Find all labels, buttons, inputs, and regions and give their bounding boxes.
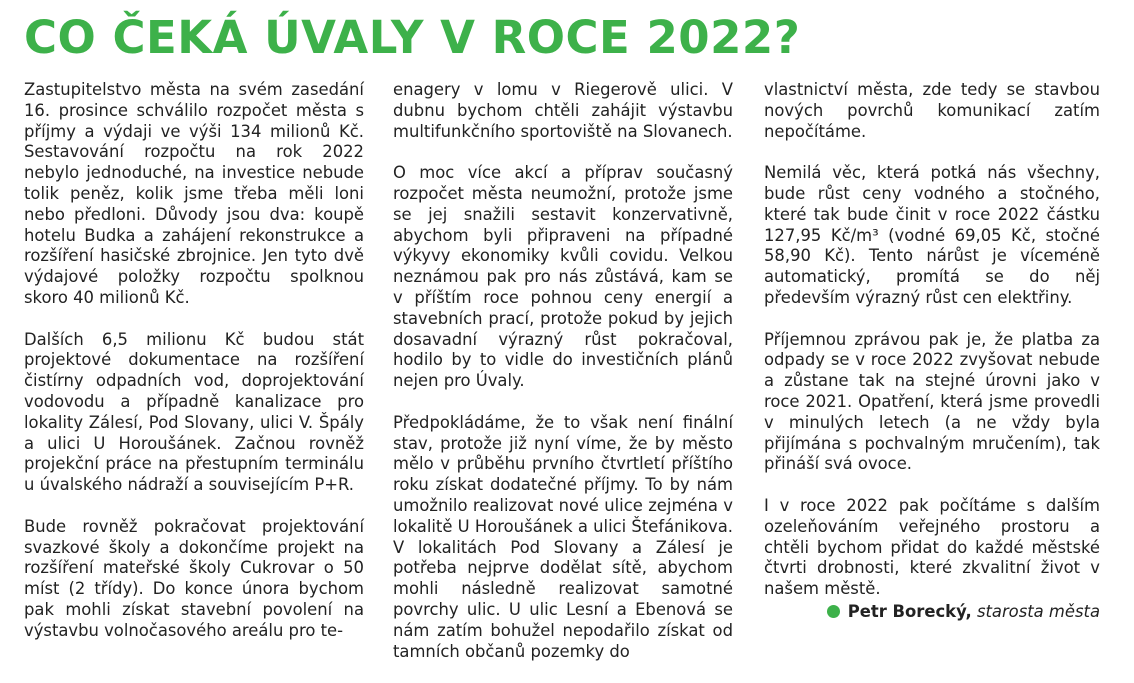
- paragraph: Bude rovněž pokračovat projektování svazkové školy a dokončíme projekt na rozšíření mateřské školy Cukrovar o 50 míst (2 třídy). Do konce února bychom pak mohli získat stavební povolení na výstavbu volnočasového areálu pro te-: [24, 516, 364, 640]
- article-title: CO ČEKÁ ÚVALY V ROCE 2022?: [24, 11, 801, 64]
- author-role: starosta města: [976, 602, 1100, 621]
- article-column-2: [393, 80, 733, 683]
- author-name: Petr Borecký,: [847, 602, 972, 621]
- paragraph: enagery v lomu v Riegerově ulici. V dubnu bychom chtěli zahájit výstavbu multifunkčního sportoviště na Slovanech.: [393, 80, 733, 141]
- paragraph: O moc více akcí a příprav současný rozpočet města neumožní, protože jsme se jej snažili sestavit konzervativně, abychom byli připraveni na případné výkyvy ekonomiky kvůli covidu. Velkou neznámou pak pro nás zůstává, kam se v příštím roce pohnou ceny energií a stavebních prací, protože pokud by jejich dosavadní výrazný růst pokračoval, hodilo by to vidle do investičních plánů nejen pro Úvaly.: [393, 163, 733, 391]
- paragraph: Dalších 6,5 milionu Kč budou stát projektové dokumentace na rozšíření čistírny odpadních vod, doprojektování vodovodu a případně kanalizace pro lokality Zálesí, Pod Slovany, ulici V. Špály a ulici U Horoušánek. Začnou rovněž projekční práce na přestupním terminálu u úvalského nádraží a souvisejícím P+R.: [24, 329, 364, 495]
- bullet-dot-icon: [827, 605, 840, 618]
- paragraph: Nemilá věc, která potká nás všechny, bude růst ceny vodného a stočného, které tak bude činit v roce 2022 částku 127,95 Kč/m³ (vodné 69,05 Kč, stočné 58,90 Kč). Tento nárůst je víceméně automatický, promítá se do něj především výrazný růst cen elektřiny.: [764, 163, 1100, 307]
- paragraph: I v roce 2022 pak počítáme s dalším ozeleňováním veřejného prostoru a chtěli bychom přidat do každé městské čtvrti drobnosti, které zkvalitní život v našem městě.: [764, 495, 1100, 599]
- article-column-3: [764, 80, 1100, 621]
- article-column-1: [24, 80, 364, 662]
- paragraph: Příjemnou zprávou pak je, že platba za odpady se v roce 2022 zvyšovat nebude a zůstane tak na stejné úrovni jako v roce 2021. Opatření, která jsme provedli v minulých letech (a ne vždy byla přijímána s pochvalným mručením), tak přináší svá ovoce.: [764, 329, 1100, 474]
- paragraph: Zastupitelstvo města na svém zasedání 16. prosince schválilo rozpočet města s příjmy a výdaji ve výši 134 milionů Kč. Sestavování rozpočtu na rok 2022 nebylo jednoduché, na investice nebude tolik peněz, kolik jsme třeba měli loni nebo předloni. Důvody jsou dva: koupě hotelu Budka a zahájení rekonstrukce a rozšíření hasičské zbrojnice. Jen tyto dvě výdajové položky rozpočtu spolknou skoro 40 milionů Kč.: [24, 80, 364, 307]
- paragraph: vlastnictví města, zde tedy se stavbou nových povrchů komunikací zatím nepočítáme.: [764, 80, 1100, 141]
- author-signature: [827, 602, 1100, 622]
- paragraph: Předpokládáme, že to však není finální stav, protože již nyní víme, že by město mělo v průběhu prvního čtvrtletí příštího roku získat dodatečné příjmy. To by nám umožnilo realizovat nové ulice zejména v lokalitě U Horoušánek a ulici Štefánikova. V lokalitách Pod Slovany a Zálesí je potřeba nejprve dodělat sítě, abychom mohli následně realizovat samotné povrchy ulic. U ulic Lesní a Ebenová se nám zatím bohužel nepodařilo získat od tamních občanů pozemky do: [393, 412, 733, 661]
